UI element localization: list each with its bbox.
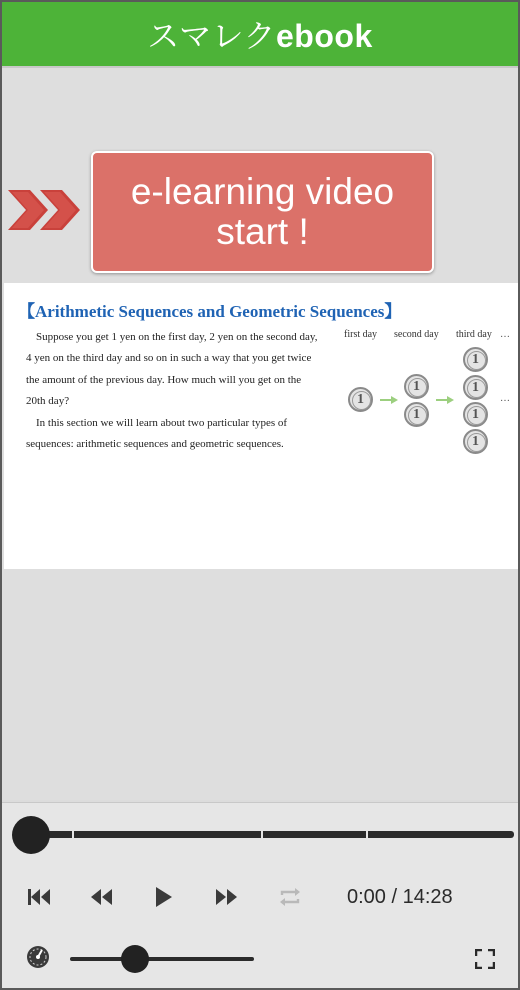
playback-speed-slider[interactable]	[70, 957, 254, 961]
video-area	[2, 66, 518, 800]
chapter-marker	[366, 824, 368, 838]
coin-icon: 1	[463, 429, 488, 454]
arrow-right-icon	[436, 396, 454, 404]
skip-previous-icon	[27, 887, 51, 907]
chapter-marker	[72, 824, 74, 838]
speed-gauge-icon[interactable]	[26, 945, 50, 969]
slide-body	[26, 327, 322, 455]
repeat-icon	[278, 886, 302, 908]
app-header	[2, 2, 518, 66]
playback-speed-handle[interactable]	[121, 945, 149, 973]
slide-paragraph: Suppose you get 1 yen on the first day, 2 yen on the second day, 4 yen on the third day and so on in such a way that you get twice the amount of the previous day. How much will you get on the 20th day?	[26, 331, 318, 408]
play-icon	[153, 886, 173, 908]
coin-icon: 1	[463, 375, 488, 400]
coin-icon: 1	[463, 402, 488, 427]
start-video-label: e-learning video start !	[130, 171, 395, 252]
coin-icon: 1	[348, 387, 373, 412]
slide-paragraph: In this section we will learn about two particular types of sequences: arithmetic sequences and geometric sequences.	[26, 416, 288, 451]
slide-title: 【Arithmetic Sequences and Geometric Sequences】	[18, 302, 402, 321]
time-separator: /	[391, 886, 398, 908]
day-label-first: first day	[344, 329, 378, 340]
arrow-right-icon	[380, 396, 398, 404]
coin-icon: 1	[404, 374, 429, 399]
coin-icon: 1	[404, 402, 429, 427]
lesson-slide	[4, 283, 518, 569]
chapter-marker	[261, 824, 263, 838]
time-display	[347, 886, 453, 909]
app-logo	[147, 11, 372, 57]
fast-forward-button[interactable]	[214, 885, 240, 909]
fast-forward-icon	[215, 887, 239, 907]
play-button[interactable]	[150, 885, 176, 909]
fullscreen-icon[interactable]	[475, 949, 495, 969]
double-chevron-right-icon	[8, 188, 82, 232]
day-label-third: third day	[456, 329, 492, 340]
seek-handle[interactable]	[12, 816, 50, 854]
start-video-button[interactable]	[91, 151, 434, 273]
rewind-icon	[89, 887, 113, 907]
duration: 14:28	[402, 886, 453, 908]
day-label-second: second day	[394, 329, 439, 340]
coin-doubling-diagram	[334, 329, 518, 459]
ellipsis: …	[500, 329, 510, 340]
seek-bar[interactable]	[26, 831, 514, 838]
player-controls	[2, 802, 518, 988]
coin-icon: 1	[463, 347, 488, 372]
rewind-button[interactable]	[88, 885, 114, 909]
ellipsis: …	[500, 393, 510, 404]
repeat-button[interactable]	[276, 885, 304, 909]
skip-previous-button[interactable]	[26, 885, 52, 909]
logo-japanese: スマレク	[147, 18, 276, 54]
current-time: 0:00	[347, 886, 386, 908]
logo-ebook: ebook	[276, 18, 373, 54]
